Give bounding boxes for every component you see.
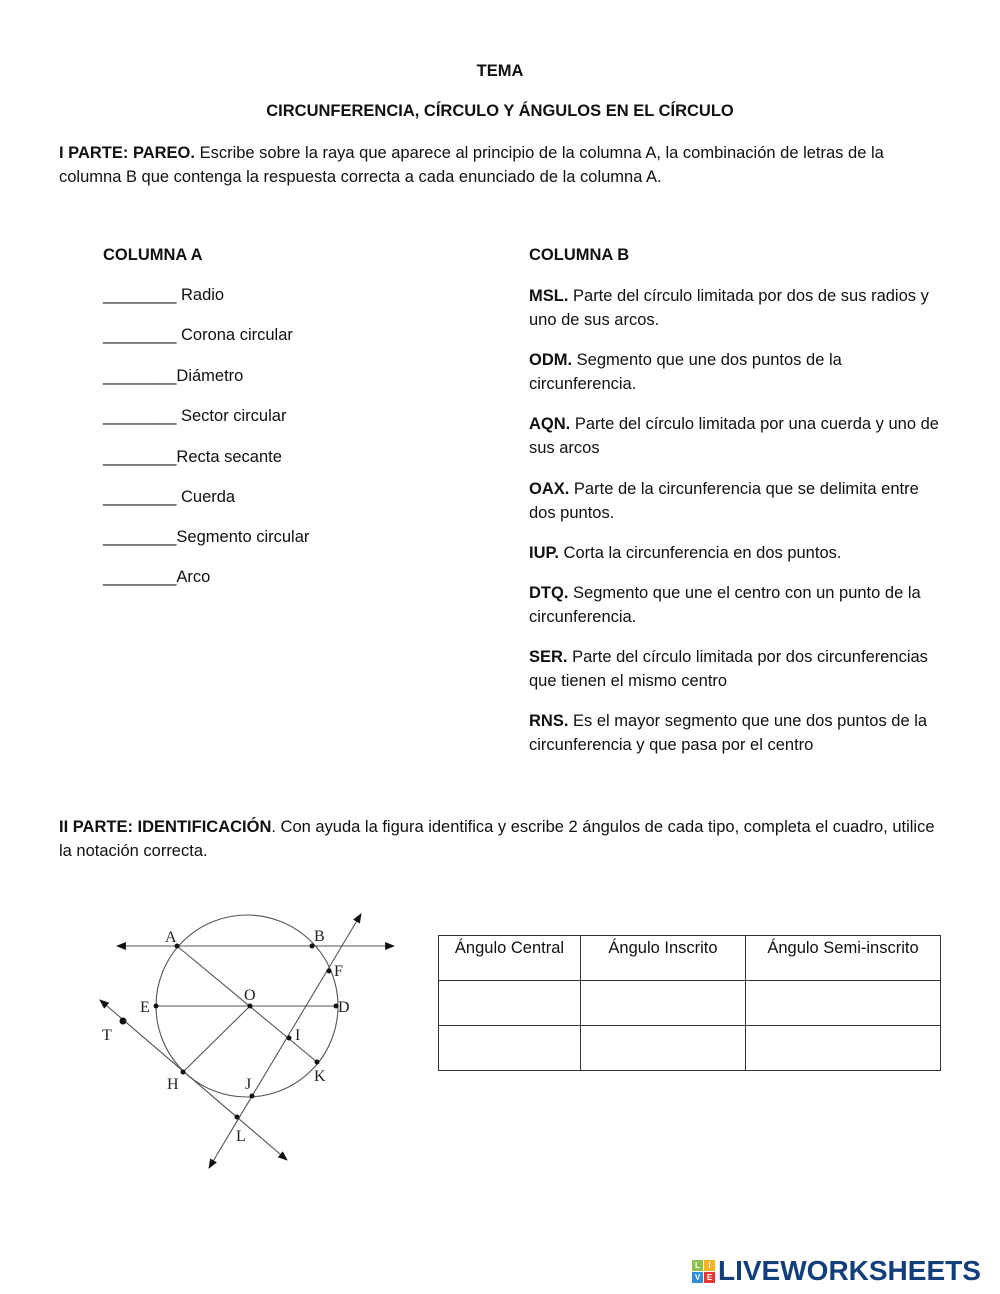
label-e: E [140,999,150,1016]
colA-item[interactable]: ________ Radio [103,286,225,304]
colA-item[interactable]: ________Arco [103,568,211,586]
points [120,944,339,1120]
colB-text: Segmento que une el centro con un punto de la circunferencia. [529,584,921,626]
label-k: K [314,1068,326,1085]
label-d: D [338,999,350,1016]
colB-code: DTQ. [529,584,569,602]
label-l: L [236,1128,246,1145]
part1-text: Escribe sobre la raya que aparece al principio de la columna A, la combinación de letras de la columna B que contenga la respuesta correcta a cada enunciado de la columna A. [59,144,884,186]
answer-cell[interactable] [746,1026,941,1071]
answer-cell[interactable] [746,981,941,1026]
angles-table [438,935,941,1071]
colA-item[interactable]: ________Segmento circular [103,528,310,546]
colA-item[interactable]: ________ Sector circular [103,407,287,425]
answer-cell[interactable] [439,981,581,1026]
colB-text: Parte del círculo limitada por una cuerda y uno de sus arcos [529,415,939,457]
header-inscrito: Ángulo Inscrito [581,936,746,981]
part2-label: II PARTE: IDENTIFICACIÓN [59,818,272,836]
tema-heading: TEMA [476,62,524,80]
colB-text: Corta la circunferencia en dos puntos. [558,544,842,562]
secant-line [209,914,361,1168]
label-f: F [334,963,343,980]
logo-icon: L I V E [692,1260,715,1283]
liveworksheets-logo [692,1255,981,1287]
colB-text: Parte del círculo limitada por dos de sus radios y uno de sus arcos. [529,287,929,329]
colA-item[interactable]: ________ Cuerda [103,488,236,506]
label-i: I [295,1027,301,1044]
colB-code: RNS. [529,712,569,730]
colB-code: AQN. [529,415,571,433]
label-a: A [165,929,177,946]
diameter-ak [177,946,317,1062]
part2-text: . Con ayuda la figura identifica y escribe 2 ángulos de cada tipo, completa el cuadro, utilice la notación correcta. [59,818,935,860]
label-o: O [244,987,256,1004]
colB-code: MSL. [529,287,569,305]
answer-cell[interactable] [581,1026,746,1071]
column-a-title: COLUMNA A [103,246,203,264]
colA-item[interactable]: ________ Corona circular [103,326,293,344]
answer-cell[interactable] [581,981,746,1026]
worksheet-title: CIRCUNFERENCIA, CÍRCULO Y ÁNGULOS EN EL CÍRCULO [266,102,734,120]
colB-code: IUP. [529,544,559,562]
column-b-title: COLUMNA B [529,246,630,264]
header-central: Ángulo Central [439,936,581,981]
colB-text: Segmento que une dos puntos de la circunferencia. [529,351,842,393]
answer-cell[interactable] [439,1026,581,1071]
colB-code: ODM. [529,351,573,369]
radius-oh [183,1006,250,1072]
colB-code: SER. [529,648,568,666]
logo-text: LIVEWORKSHEETS [718,1255,981,1286]
label-b: B [314,928,325,945]
colB-text: Es el mayor segmento que une dos puntos de la circunferencia y que pasa por el centro [529,712,928,754]
label-h: H [167,1076,179,1093]
label-t: T [102,1027,112,1044]
colB-text: Parte de la circunferencia que se delimita entre dos puntos. [529,480,919,522]
tangent-line [100,1000,287,1160]
part1-label: I PARTE: PAREO. [59,144,195,162]
colA-item[interactable]: ________Diámetro [103,367,244,385]
label-j: J [245,1076,252,1093]
colA-item[interactable]: ________Recta secante [103,448,282,466]
colB-text: Parte del círculo limitada por dos circunferencias que tienen el mismo centro [529,648,928,690]
header-semi-inscrito: Ángulo Semi-inscrito [746,936,941,981]
colB-code: OAX. [529,480,570,498]
